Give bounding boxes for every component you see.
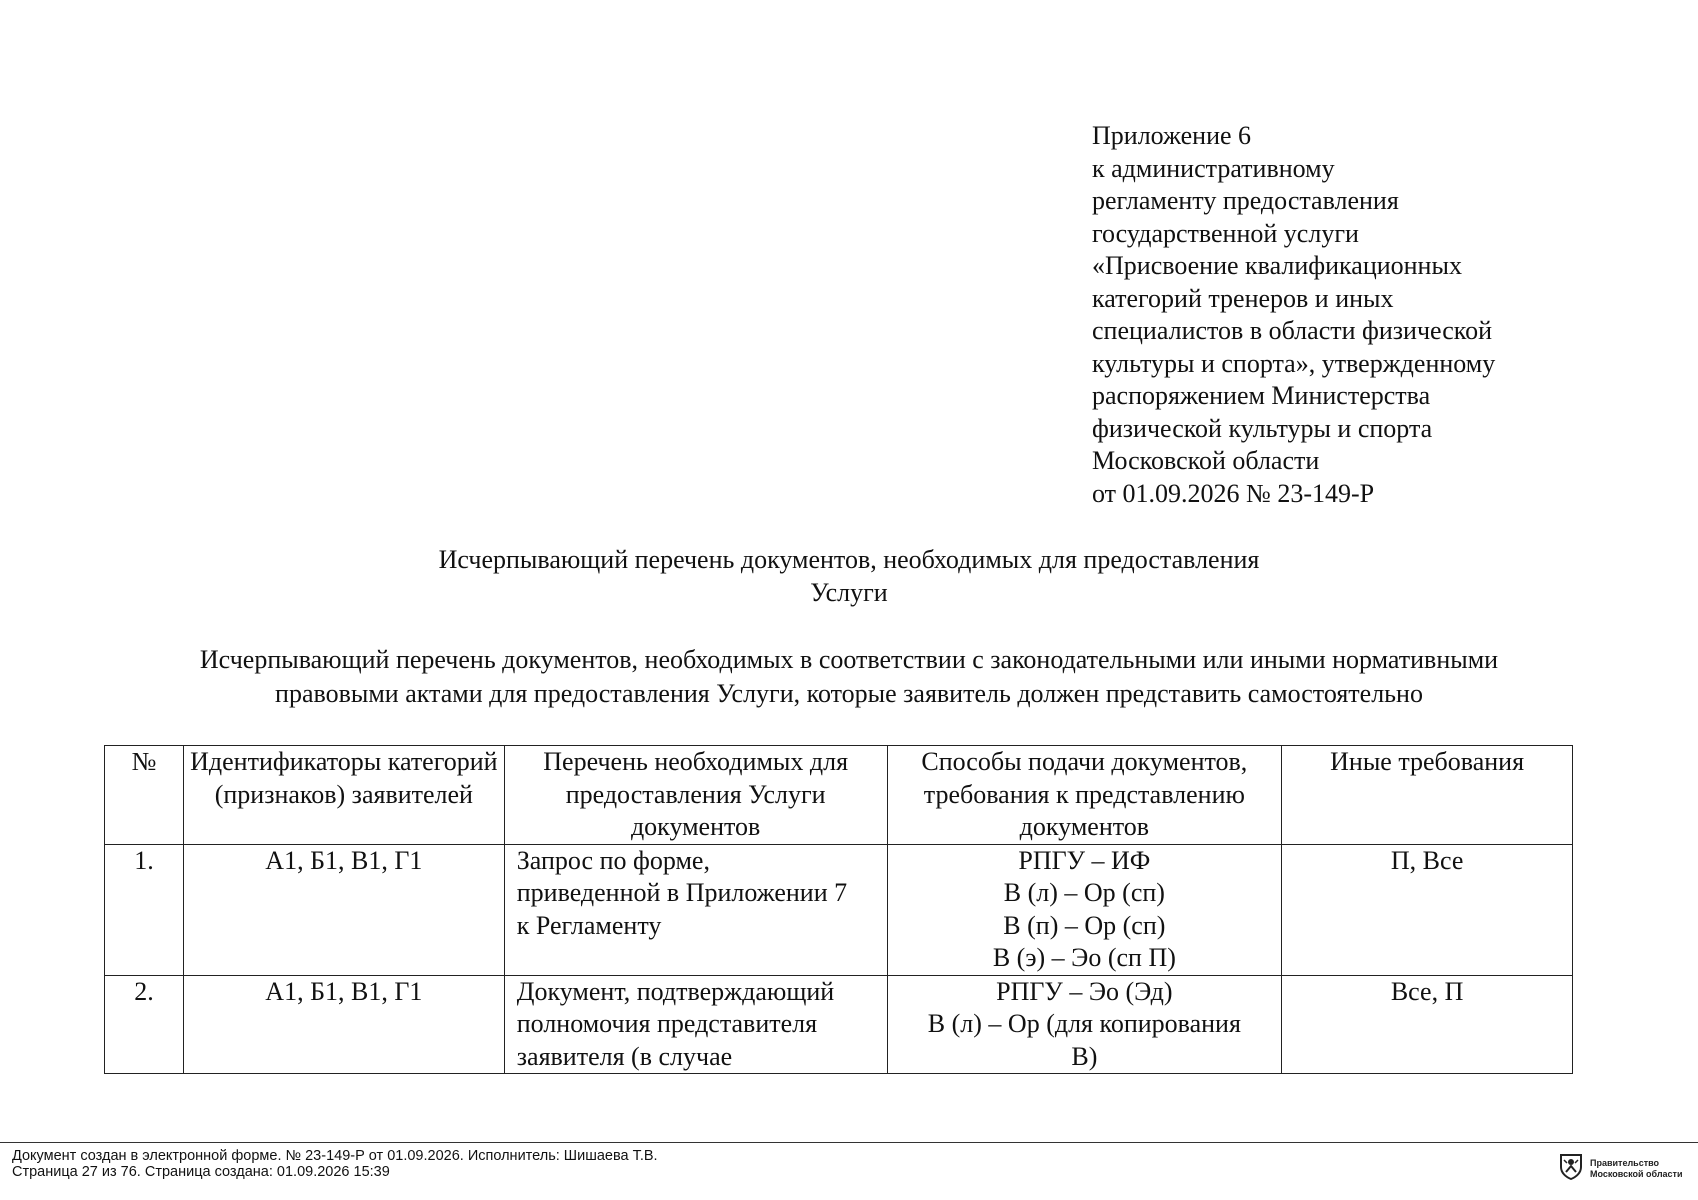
header-submission-methods: Способы подачи документов, требования к представлению документов	[887, 746, 1282, 845]
row-document-line: приведенной в Приложении 7	[516, 878, 848, 907]
row-document-line: полномочия представителя	[516, 1009, 818, 1038]
appendix-line: физической культуры и спорта	[1092, 413, 1433, 443]
row-method-line: В (п) – Ор (сп)	[1003, 910, 1166, 940]
appendix-line: категорий тренеров и иных	[1092, 283, 1394, 313]
footer-line: Документ создан в электронной форме. № 23-149-Р от 01.09.2026. Исполнитель: Шишаева Т.В.	[12, 1148, 658, 1164]
footer-line: Страница 27 из 76. Страница создана: 01.09.2026 15:39	[12, 1164, 390, 1180]
row-submission-methods	[887, 844, 1282, 975]
government-logo	[1558, 1152, 1683, 1185]
footer	[12, 1148, 658, 1180]
row-method-line: В (л) – Ор (для копирования	[927, 1009, 1241, 1038]
appendix-block	[1092, 120, 1652, 510]
table-row	[105, 975, 1573, 1074]
logo-text-line: Правительство	[1590, 1157, 1660, 1168]
document-title	[0, 544, 1698, 609]
row-document	[504, 975, 887, 1074]
appendix-line: государственной услуги	[1092, 218, 1359, 248]
table-header-row	[105, 746, 1573, 845]
row-submission-methods	[887, 975, 1282, 1074]
header-applicant-ids: Идентификаторы категорий (признаков) заявителей	[183, 746, 504, 845]
row-document-line: к Регламенту	[516, 910, 662, 940]
appendix-line: Московской области	[1092, 446, 1320, 475]
document-subtitle-line: правовыми актами для предоставления Услуги, которые заявитель должен представить самостоятельно	[275, 679, 1423, 708]
row-method-line: РПГУ – Эо (Эд)	[996, 976, 1173, 1006]
header-other-requirements: Иные требования	[1282, 746, 1573, 845]
document-title-line: Услуги	[810, 577, 888, 607]
appendix-line: регламенту предоставления	[1092, 186, 1399, 215]
row-applicant-ids: А1, Б1, В1, Г1	[183, 975, 504, 1074]
row-other-requirements: Все, П	[1282, 975, 1573, 1074]
row-method-line: В (э) – Эо (сп П)	[992, 943, 1176, 972]
row-other-requirements: П, Все	[1282, 844, 1573, 975]
header-documents-list: Перечень необходимых для предоставления Услуги документов	[504, 746, 887, 845]
header-number: №	[105, 746, 184, 845]
row-document-line: Запрос по форме,	[516, 845, 710, 875]
logo-text	[1590, 1158, 1683, 1180]
row-number: 1.	[105, 844, 184, 975]
row-document	[504, 844, 887, 975]
appendix-line: Приложение 6	[1092, 121, 1252, 150]
row-document-line: Документ, подтверждающий	[516, 976, 835, 1006]
row-method-line: В)	[1071, 1041, 1098, 1071]
appendix-line: от 01.09.2026 № 23-149-Р	[1092, 478, 1375, 508]
documents-table	[104, 745, 1573, 1074]
row-method-line: В (л) – Ор (сп)	[1003, 878, 1165, 907]
row-document-line: заявителя (в случае	[516, 1041, 733, 1071]
document-subtitle-line: Исчерпывающий перечень документов, необходимых в соответствии с законодательными или иными нормативными	[199, 645, 1499, 674]
table-row	[105, 844, 1573, 975]
appendix-line: «Присвоение квалификационных	[1092, 251, 1462, 280]
appendix-line: специалистов в области физической	[1092, 316, 1492, 345]
footer-divider	[0, 1142, 1698, 1143]
row-method-line: РПГУ – ИФ	[1018, 845, 1151, 875]
appendix-line: распоряжением Министерства	[1092, 381, 1431, 410]
appendix-line: культуры и спорта», утвержденному	[1092, 348, 1496, 378]
document-title-line: Исчерпывающий перечень документов, необходимых для предоставления	[438, 545, 1260, 574]
row-applicant-ids: А1, Б1, В1, Г1	[183, 844, 504, 975]
row-number: 2.	[105, 975, 184, 1074]
appendix-line: к административному	[1092, 153, 1335, 183]
logo-text-line: Московской области	[1590, 1168, 1683, 1179]
document-subtitle	[0, 643, 1698, 711]
coat-of-arms-icon	[1558, 1152, 1584, 1185]
